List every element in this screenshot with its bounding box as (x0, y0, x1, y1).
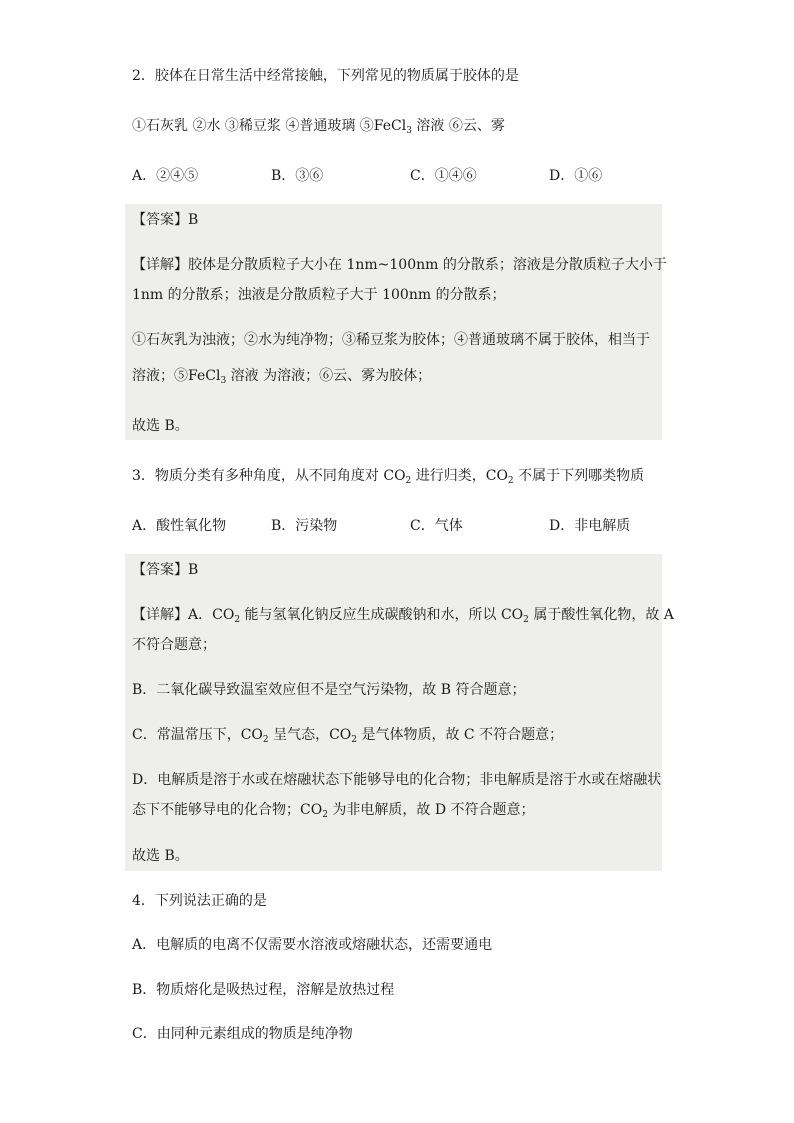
q3-option-b: B．污染物 (271, 518, 338, 534)
q2-detail-line3: ①石灰乳为浊液；②水为纯净物；③稀豆浆为胶体；④普通玻璃不属于胶体，相当于 (132, 332, 650, 348)
q3-option-d: D．非电解质 (549, 518, 631, 534)
q4-option-c: C．由同种元素组成的物质是纯净物 (132, 1026, 353, 1042)
q2-items-subscript: 3 (406, 126, 412, 136)
q3-stem-part3: 不属于下列哪类物质 (513, 468, 645, 484)
q3-detail-c-part2: 呈气态，CO (268, 727, 352, 743)
q4-stem: 4．下列说法正确的是 (132, 893, 267, 909)
q3-answer: 【答案】B (132, 562, 199, 578)
q3-stem-subscript2: 2 (507, 476, 514, 486)
q2-detail-line4 (132, 366, 431, 386)
q3-conclusion: 故选 B。 (132, 848, 189, 864)
q3-detail-c-subscript2: 2 (351, 735, 358, 745)
q2-answer: 【答案】B (132, 212, 199, 228)
q2-detail-line4-part1: 溶液；⑤FeCl (132, 368, 221, 384)
q3-detail-d-part2: 为非电解质，故 D 不符合题意； (327, 802, 535, 818)
q2-option-a: A．②④⑤ (132, 168, 199, 184)
q3-stem-part2: 进行归类，CO (411, 468, 508, 484)
q2-option-b: B．③⑥ (271, 168, 324, 184)
q3-detail-d-subscript: 2 (322, 810, 328, 820)
q3-stem (132, 466, 644, 486)
q2-detail-line1: 【详解】胶体是分散质粒子大小在 1nm~100nm 的分散系；溶液是分散质粒子大小于 (132, 257, 667, 273)
q2-option-c: C．①④⑥ (410, 168, 477, 184)
q2-conclusion: 故选 B。 (132, 418, 189, 434)
q2-answer-box (125, 204, 662, 440)
q3-detail-a-part2: 能与氢氧化钠反应生成碳酸钠和水，所以 CO (240, 607, 524, 623)
q3-answer-box (125, 554, 662, 871)
q2-detail-line4-part2: 溶液 为溶液；⑥云、雾为胶体； (226, 368, 432, 384)
q3-detail-a-line2: 不符合题意； (132, 637, 216, 653)
q2-stem: 2．胶体在日常生活中经常接触，下列常见的物质属于胶体的是 (132, 68, 519, 84)
q3-stem-part1: 3．物质分类有多种角度，从不同角度对 CO (132, 468, 406, 484)
q2-detail-line2: 1nm 的分散系；浊液是分散质粒子大于 100nm 的分散系； (132, 287, 506, 303)
q3-detail-c-part3: 是气体物质，故 C 不符合题意； (357, 727, 564, 743)
q2-detail-line4-subscript: 3 (220, 376, 227, 386)
q3-detail-d-line1: D．电解质是溶于水或在熔融状态下能够导电的化合物；非电解质是溶于水或在熔融状 (132, 772, 662, 788)
q3-detail-c-part1: C．常温常压下，CO (132, 727, 263, 743)
q2-items (132, 116, 505, 136)
q3-detail-a-subscript2: 2 (523, 615, 529, 625)
q2-option-d: D．①⑥ (549, 168, 603, 184)
q3-detail-c-subscript1: 2 (262, 735, 269, 745)
q3-detail-a-subscript1: 2 (234, 615, 241, 625)
q2-items-part2: 溶液 ⑥云、雾 (411, 118, 505, 134)
q3-detail-d-line2 (132, 800, 535, 820)
q3-detail-d-part1: 态下不能够导电的化合物；CO (132, 802, 323, 818)
q2-items-part1: ①石灰乳 ②水 ③稀豆浆 ④普通玻璃 ⑤FeCl (132, 118, 407, 134)
q3-detail-c (132, 725, 563, 745)
q4-option-a: A．电解质的电离不仅需要水溶液或熔融状态，还需要通电 (132, 937, 493, 953)
q3-option-c: C．气体 (410, 518, 463, 534)
q3-detail-a-part3: 属于酸性氧化物，故 A (528, 607, 674, 623)
q3-detail-a-part1: 【详解】A．CO (132, 607, 235, 623)
q4-option-b: B．物质熔化是吸热过程，溶解是放热过程 (132, 982, 395, 998)
q3-option-a: A．酸性氧化物 (132, 518, 227, 534)
q3-detail-a-line1 (132, 605, 674, 625)
q3-stem-subscript1: 2 (405, 476, 412, 486)
q3-detail-b: B．二氧化碳导致温室效应但不是空气污染物，故 B 符合题意； (132, 682, 526, 698)
